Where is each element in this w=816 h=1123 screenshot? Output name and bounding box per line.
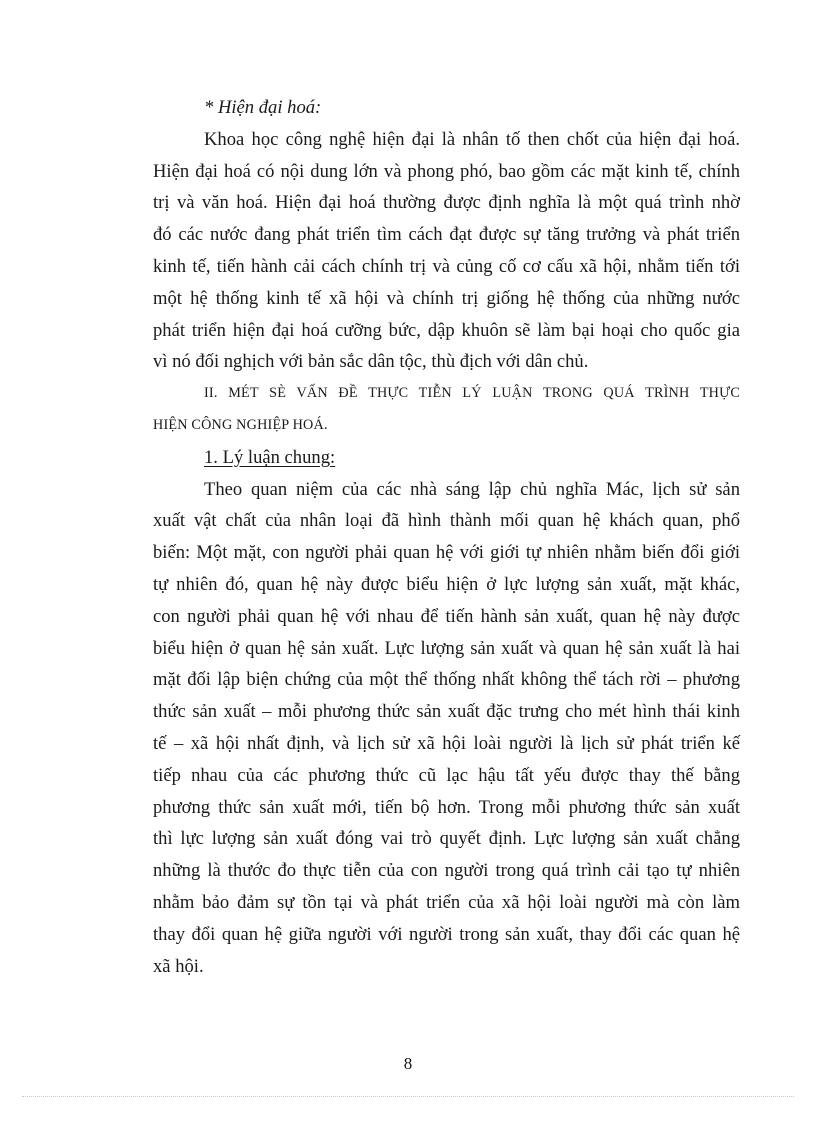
subheading-text: 1. Lý luận chung:: [204, 446, 336, 468]
text-line: thì lực lượng sản xuất đóng vai trò quyết định. Lực lượng sản xuất chẳng: [153, 828, 740, 850]
page-number: 8: [403, 1054, 413, 1073]
paragraph-modernization: [153, 124, 740, 378]
text-line: xã hội.: [153, 955, 204, 977]
text-line: biểu hiện ở quan hệ sản xuất. Lực lượng sản xuất và quan hệ sản xuất là hai: [153, 637, 740, 659]
modernization-heading: * Hiện đại hoá:: [204, 97, 322, 118]
text-line: phát triển hiện đại hoá cưỡng bức, dập khuôn sẽ làm bại hoại cho quốc gia: [153, 319, 740, 341]
text-line: đó các nước đang phát triển tìm cách đạt được sự tăng trưởng và phát triển: [153, 224, 740, 246]
text-line: Theo quan niệm của các nhà sáng lập chủ nghĩa Mác, lịch sử sản: [204, 478, 740, 500]
footer-divider: [22, 1096, 794, 1097]
text-line: những là thước đo thực tiễn của con người trong quá trình cải tạo tự nhiên: [153, 860, 740, 882]
text-line: kinh tế, tiến hành cải cách chính trị và củng cố cơ cấu xã hội, nhằm tiến tới: [153, 255, 740, 277]
text-line: một hệ thống kinh tế xã hội và chính trị giống hệ thống của những nước: [153, 287, 740, 309]
paragraph-general-theory: [153, 474, 740, 983]
page-body: [153, 92, 740, 982]
text-line: biến: Một mặt, con người phải quan hệ với giới tự nhiên nhằm biến đổi giới: [153, 542, 740, 564]
subheading-general-theory: [153, 442, 740, 474]
text-line: Khoa học công nghệ hiện đại là nhân tố then chốt của hiện đại hoá.: [204, 128, 740, 150]
text-line: con người phải quan hệ với nhau để tiến hành sản xuất, quan hệ này được: [153, 605, 740, 627]
text-line: tế – xã hội nhất định, và lịch sử xã hội loài người là lịch sử phát triển kế: [153, 732, 740, 754]
text-line: xuất vật chất của nhân loại đã hình thành mối quan hệ khách quan, phổ: [153, 510, 740, 532]
text-line: vì nó đối nghịch với bản sắc dân tộc, thù địch với dân chủ.: [153, 351, 589, 373]
section-heading: [153, 378, 740, 442]
text-line: phương thức sản xuất mới, tiến bộ hơn. Trong mỗi phương thức sản xuất: [153, 796, 740, 818]
text-line: tự nhiên đó, quan hệ này được biểu hiện ở lực lượng sản xuất, mặt khác,: [153, 573, 740, 595]
text-line: thức sản xuất – mỗi phương thức sản xuất đặc trưng cho mét hình thái kinh: [153, 701, 740, 723]
section-heading-line: HIỆN CÔNG NGHIỆP HOÁ.: [153, 416, 328, 433]
text-line: nhằm bảo đảm sự tồn tại và phát triển của xã hội loài người mà còn làm: [153, 891, 740, 913]
text-line: trị và văn hoá. Hiện đại hoá thường được định nghĩa là một quá trình nhờ: [153, 192, 740, 214]
section-heading-line: II. MÉT SÈ VẤN ĐỀ THỰC TIỄN LÝ LUẬN TRONG QUÁ TRÌNH THỰC: [204, 385, 740, 402]
text-line: tiếp nhau của các phương thức cũ lạc hậu tất yếu được thay thế bằng: [153, 764, 740, 786]
text-line: thay đổi quan hệ giữa người với người trong sản xuất, thay đổi các quan hệ: [153, 923, 740, 945]
text-line: mặt đối lập biện chứng của một thể thống nhất không thể tách rời – phương: [153, 669, 740, 691]
text-line: Hiện đại hoá có nội dung lớn và phong phó, bao gồm các mặt kinh tế, chính: [153, 160, 740, 182]
